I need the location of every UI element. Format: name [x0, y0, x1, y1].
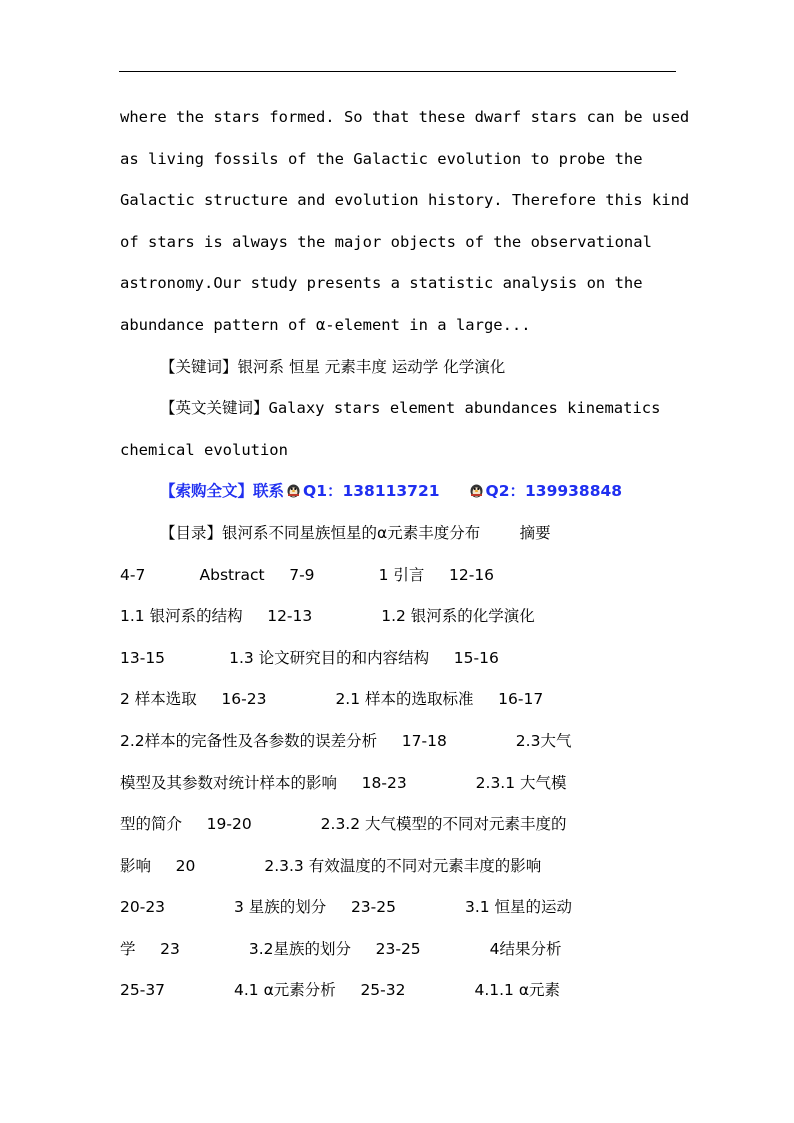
qq-penguin-icon	[468, 483, 485, 498]
toc-line: 【目录】银河系不同星族恒星的α元素丰度分布 摘要	[160, 523, 551, 542]
header-rule	[119, 71, 676, 72]
toc-line: 影响 20 2.3.3 有效温度的不同对元素丰度的影响	[120, 856, 542, 875]
toc-line: 1.1 银河系的结构 12-13 1.2 银河系的化学演化	[120, 607, 535, 626]
abstract-line: where the stars formed. So that these dwarf stars can be used	[120, 108, 690, 126]
contact-line	[120, 471, 680, 513]
keywords-label: 【关键词】	[160, 357, 238, 376]
toc-line: 型的简介 19-20 2.3.2 大气模型的不同对元素丰度的	[120, 815, 567, 834]
toc-line: 2.2样本的完备性及各参数的误差分析 17-18 2.3大气	[120, 731, 572, 750]
abstract-line: astronomy.Our study presents a statistic analysis on the	[120, 274, 643, 293]
en-keywords-continuation: chemical evolution	[120, 440, 288, 459]
document-body	[120, 97, 690, 1012]
en-keywords-text: Galaxy stars element abundances kinematics	[268, 399, 661, 418]
en-keywords-label: 【英文关键词】	[160, 399, 269, 418]
abstract-line: abundance pattern of α-element in a large...	[120, 315, 531, 334]
abstract-english	[120, 97, 690, 347]
contact-q1[interactable]: Q1：138113721	[303, 482, 440, 501]
abstract-line: as living fossils of the Galactic evolution to probe the	[120, 149, 643, 168]
keywords-text: 银河系 恒星 元素丰度 运动学 化学演化	[237, 357, 506, 376]
en-keywords-paragraph	[120, 388, 680, 430]
toc-line: 学 23 3.2星族的划分 23-25 4结果分析	[120, 939, 562, 958]
contact-q2[interactable]: Q2：139938848	[485, 482, 623, 501]
toc-line: 4-7 Abstract 7-9 1 引言 12-16	[120, 565, 495, 584]
qq-penguin-icon	[285, 483, 302, 498]
abstract-line: of stars is always the major objects of the observational	[120, 232, 652, 251]
toc-line: 20-23 3 星族的划分 23-25 3.1 恒星的运动	[120, 898, 573, 917]
table-of-contents	[120, 513, 680, 1012]
contact-label: 【索购全文】联系	[160, 482, 285, 501]
abstract-line: Galactic structure and evolution history. Therefore this kind	[120, 191, 690, 210]
keywords-paragraph	[120, 347, 680, 389]
toc-line: 2 样本选取 16-23 2.1 样本的选取标准 16-17	[120, 690, 544, 709]
toc-line: 25-37 4.1 α元素分析 25-32 4.1.1 α元素	[120, 981, 561, 1000]
toc-line: 模型及其参数对统计样本的影响 18-23 2.3.1 大气模	[120, 773, 567, 792]
toc-line: 13-15 1.3 论文研究目的和内容结构 15-16	[120, 648, 499, 667]
